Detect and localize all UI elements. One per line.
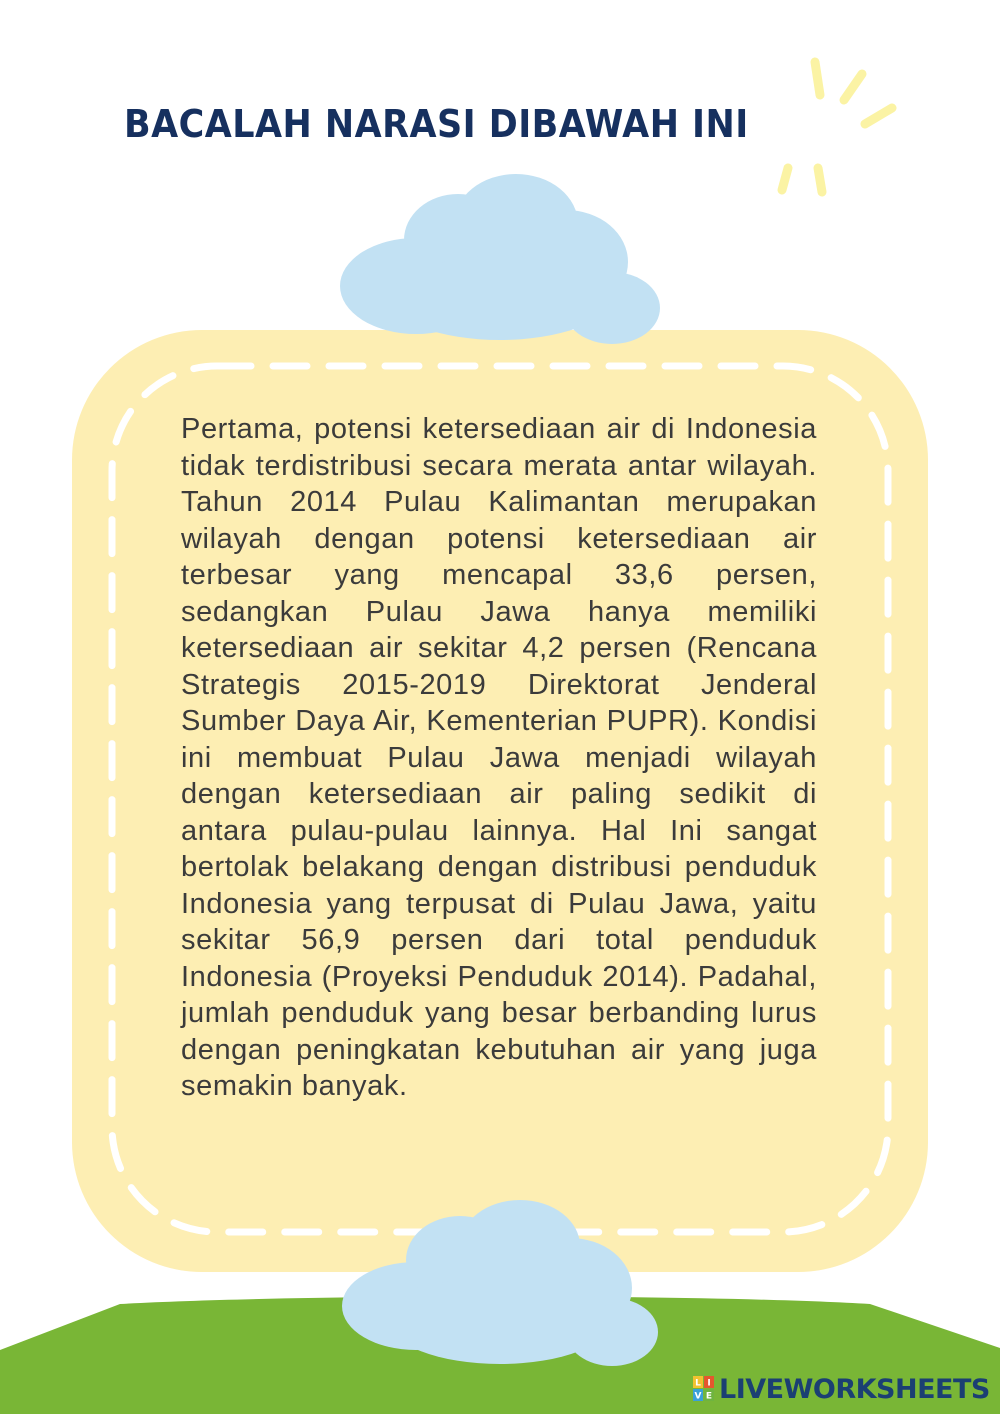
logo-letter-e: E <box>705 1391 713 1402</box>
logo-letter-i: I <box>707 1378 711 1389</box>
cloud-icon <box>330 1196 670 1376</box>
cloud-icon <box>330 168 670 348</box>
logo-letter-v: V <box>694 1391 702 1402</box>
logo-letter-l: L <box>695 1378 701 1389</box>
brand-name: LIVEWORKSHEETS <box>719 1373 990 1405</box>
narrative-text: Pertama, potensi ketersediaan air di Indonesia tidak terdistribusi secara merata antar wilayah. Tahun 2014 Pulau Kalimantan merupakan wilayah dengan potensi ketersediaan air terbesar yang mencapal 33,6 persen, sedangkan Pulau Jawa hanya memiliki ketersediaan air sekitar 4,2 persen (Rencana Strategis 2015-2019 Direktorat Jenderal Sumber Daya Air, Kementerian PUPR). Kondisi ini membuat Pulau Jawa menjadi wilayah dengan ketersediaan air paling sedikit di antara pulau-pulau lainnya. Hal Ini sangat bertolak belakang dengan distribusi penduduk Indonesia yang terpusat di Pulau Jawa, yaitu sekitar 56,9 persen dari total penduduk Indonesia (Proyeksi Penduduk 2014). Padahal, jumlah penduduk yang besar berbanding lurus dengan peningkatan kebutuhan air yang juga semakin banyak. <box>181 413 817 1102</box>
sun-rays-icon <box>770 50 910 210</box>
liveworksheets-logo-icon <box>693 1376 715 1402</box>
liveworksheets-brand <box>693 1372 990 1406</box>
page-title: BACALAH NARASI DIBAWAH INI <box>124 102 749 146</box>
